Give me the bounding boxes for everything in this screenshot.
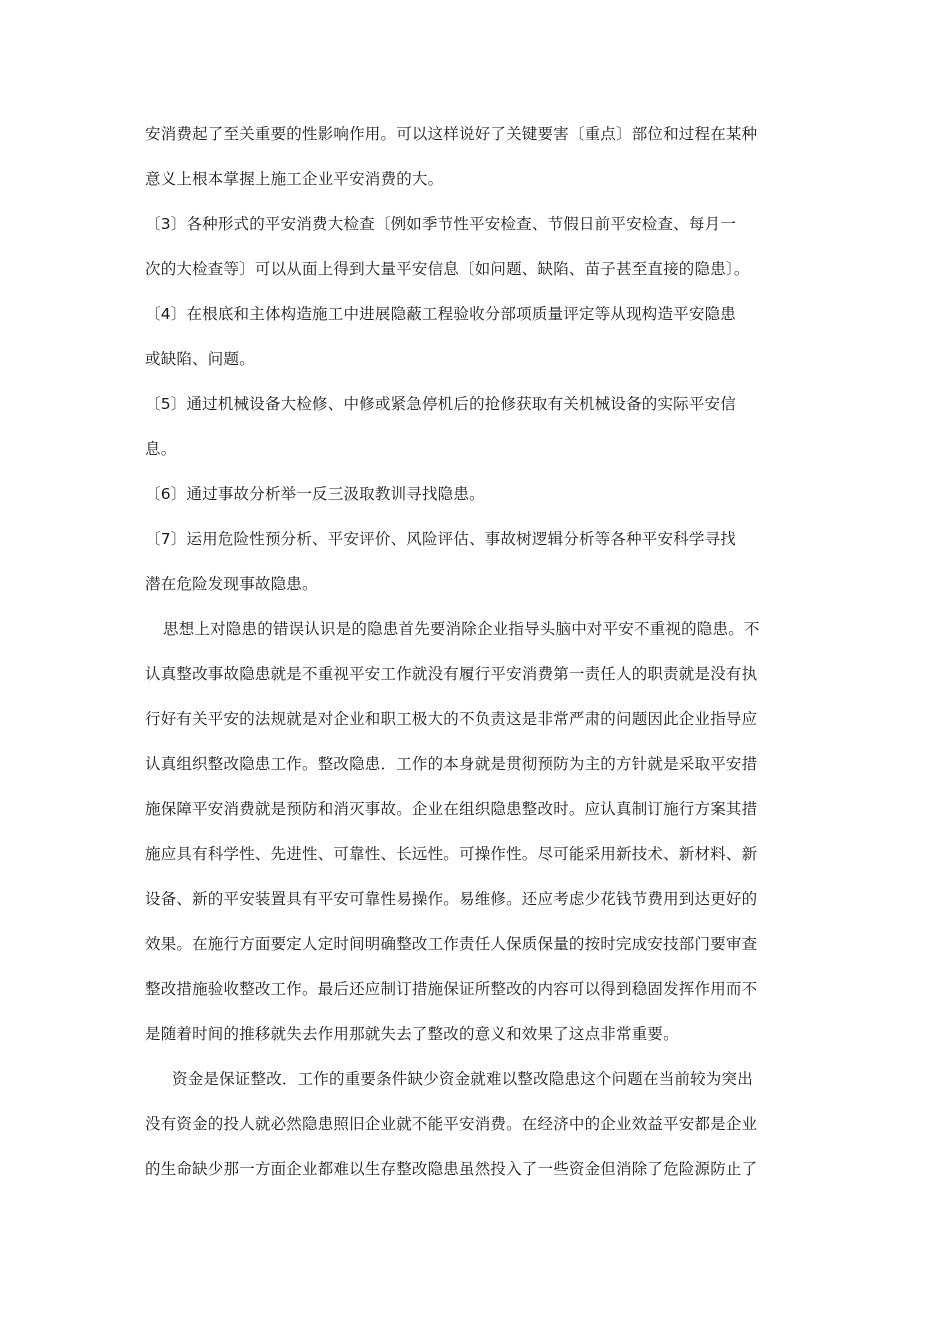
text-line: 次的大检查等〕可以从面上得到大量平安信息〔如问题、缺陷、苗子甚至直接的隐患〕。 <box>145 260 750 278</box>
text-line: 行好有关平安的法规就是对企业和职工极大的不负责这是非常严肃的问题因此企业指导应 <box>145 710 758 728</box>
text-line: 的生命缺少那一方面企业都难以生存整改隐患虽然投入了一些资金但消除了危险源防止了 <box>145 1160 758 1178</box>
text-line: 效果。在施行方面要定人定时间明确整改工作责任人保质保量的按时完成安技部门要审查 <box>145 935 758 953</box>
text-line: 施应具有科学性、先进性、可靠性、长远性。可操作性。尽可能采用新技术、新材料、新 <box>145 845 758 863</box>
paragraph-first-line: 资金是保证整改．工作的重要条件缺少资金就难以整改隐患这个问题在当前较为突出 <box>172 1070 753 1088</box>
text-line: 〔3〕各种形式的平安消费大检查〔例如季节性平安检查、节假日前平安检查、每月一 <box>145 215 736 233</box>
text-line: 认真整改事故隐患就是不重视平安工作就没有履行平安消费第一责任人的职责就是没有执 <box>145 665 758 683</box>
paragraph-first-line: 思想上对隐患的错误认识是的隐患首先要消除企业指导头脑中对平安不重视的隐患。不 <box>163 620 760 638</box>
text-line: 是随着时间的推移就失去作用那就失去了整改的意义和效果了这点非常重要。 <box>145 1025 679 1043</box>
text-line: 整改措施验收整改工作。最后还应制订措施保证所整改的内容可以得到稳固发挥作用而不 <box>145 980 758 998</box>
text-line: 〔7〕运用危险性预分析、平安评价、风险评估、事故树逻辑分析等各种平安科学寻找 <box>145 530 736 548</box>
text-line: 息。 <box>145 440 177 458</box>
text-line: 施保障平安消费就是预防和消灭事故。企业在组织隐患整改时。应认真制订施行方案其措 <box>145 800 758 818</box>
text-line: 设备、新的平安装置具有平安可靠性易操作。易维修。还应考虑少花钱节费用到达更好的 <box>145 890 758 908</box>
text-line: 〔6〕通过事故分析举一反三汲取教训寻找隐患。 <box>145 485 485 503</box>
text-line: 〔5〕通过机械设备大检修、中修或紧急停机后的抢修获取有关机械设备的实际平安信 <box>145 395 736 413</box>
text-line: 〔4〕在根底和主体构造施工中进展隐蔽工程验收分部项质量评定等从现构造平安隐患 <box>145 305 736 323</box>
text-line: 潜在危险发现事故隐患。 <box>145 575 318 593</box>
text-line: 意义上根本掌握上施工企业平安消费的大。 <box>145 170 444 188</box>
text-line: 认真组织整改隐患工作。整改隐患．工作的本身就是贯彻预防为主的方针就是采取平安措 <box>145 755 758 773</box>
text-line: 或缺陷、问题。 <box>145 350 255 368</box>
text-line: 安消费起了至关重要的性影响作用。可以这样说好了关键要害〔重点〕部位和过程在某种 <box>145 125 758 143</box>
text-line: 没有资金的投人就必然隐患照旧企业就不能平安消费。在经济中的企业效益平安都是企业 <box>145 1115 758 1133</box>
